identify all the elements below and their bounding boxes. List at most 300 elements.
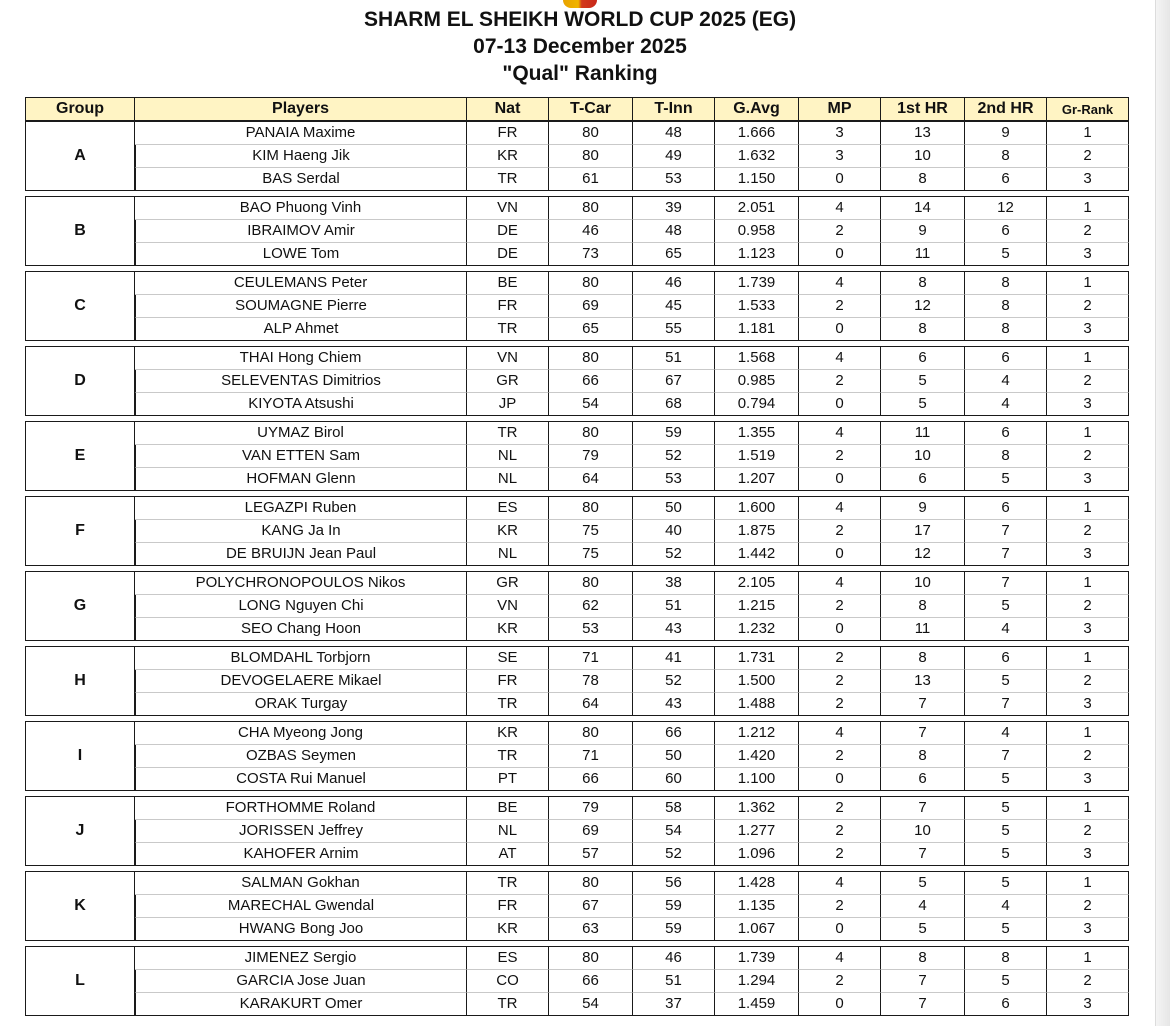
header-2nd-hr: 2nd HR: [965, 97, 1047, 121]
second-hr-value: 6: [965, 346, 1047, 370]
t-inn-value: 54: [633, 820, 715, 843]
mp-value: 4: [799, 271, 881, 295]
first-hr-value: 13: [881, 670, 965, 693]
table-header: [25, 97, 1129, 121]
g-avg-value: 1.442: [715, 543, 799, 566]
nationality: KR: [467, 618, 549, 641]
group-label: F: [25, 496, 135, 566]
group-rank-value: 3: [1047, 993, 1129, 1016]
t-inn-value: 46: [633, 946, 715, 970]
first-hr-value: 14: [881, 196, 965, 220]
group-rank-value: 1: [1047, 796, 1129, 820]
nationality: KR: [467, 721, 549, 745]
t-inn-value: 55: [633, 318, 715, 341]
player-name: IBRAIMOV Amir: [135, 220, 467, 243]
table-row: [25, 670, 1129, 693]
group-label: G: [25, 571, 135, 641]
second-hr-value: 8: [965, 145, 1047, 168]
mp-value: 2: [799, 970, 881, 993]
second-hr-value: 5: [965, 768, 1047, 791]
table-row: [25, 496, 1129, 520]
t-car-value: 54: [549, 393, 633, 416]
second-hr-value: 6: [965, 646, 1047, 670]
nationality: VN: [467, 196, 549, 220]
t-car-value: 69: [549, 295, 633, 318]
player-name: BAS Serdal: [135, 168, 467, 191]
nationality: JP: [467, 393, 549, 416]
first-hr-value: 10: [881, 571, 965, 595]
t-inn-value: 52: [633, 543, 715, 566]
second-hr-value: 5: [965, 243, 1047, 266]
group-rank-value: 1: [1047, 871, 1129, 895]
group-rank-value: 1: [1047, 271, 1129, 295]
first-hr-value: 8: [881, 745, 965, 768]
nationality: GR: [467, 571, 549, 595]
t-inn-value: 58: [633, 796, 715, 820]
page-edge: [1155, 0, 1170, 1026]
mp-value: 0: [799, 243, 881, 266]
first-hr-value: 7: [881, 843, 965, 866]
player-name: BAO Phuong Vinh: [135, 196, 467, 220]
group-label: A: [25, 121, 135, 191]
player-name: ORAK Turgay: [135, 693, 467, 716]
first-hr-value: 6: [881, 768, 965, 791]
second-hr-value: 7: [965, 571, 1047, 595]
first-hr-value: 5: [881, 370, 965, 393]
group-rank-value: 3: [1047, 843, 1129, 866]
group-rank-value: 3: [1047, 768, 1129, 791]
mp-value: 3: [799, 145, 881, 168]
nationality: TR: [467, 421, 549, 445]
group-rank-value: 2: [1047, 295, 1129, 318]
second-hr-value: 5: [965, 871, 1047, 895]
mp-value: 0: [799, 168, 881, 191]
group-rank-value: 1: [1047, 496, 1129, 520]
t-inn-value: 66: [633, 721, 715, 745]
table-row: [25, 445, 1129, 468]
t-car-value: 66: [549, 768, 633, 791]
player-name: LONG Nguyen Chi: [135, 595, 467, 618]
mp-value: 2: [799, 520, 881, 543]
table-row: [25, 243, 1129, 266]
table-row: [25, 421, 1129, 445]
group-rank-value: 3: [1047, 918, 1129, 941]
g-avg-value: 1.739: [715, 271, 799, 295]
group-rank-value: 2: [1047, 220, 1129, 243]
t-inn-value: 59: [633, 421, 715, 445]
first-hr-value: 12: [881, 543, 965, 566]
player-name: JORISSEN Jeffrey: [135, 820, 467, 843]
table-row: [25, 946, 1129, 970]
t-inn-value: 49: [633, 145, 715, 168]
group-rank-value: 2: [1047, 520, 1129, 543]
table-row: [25, 318, 1129, 341]
table-row: [25, 871, 1129, 895]
header-tinn: T-Inn: [633, 97, 715, 121]
t-inn-value: 48: [633, 220, 715, 243]
g-avg-value: 1.600: [715, 496, 799, 520]
player-name: SOUMAGNE Pierre: [135, 295, 467, 318]
second-hr-value: 6: [965, 168, 1047, 191]
nationality: DE: [467, 243, 549, 266]
t-car-value: 63: [549, 918, 633, 941]
header-group: Group: [25, 97, 135, 121]
t-car-value: 61: [549, 168, 633, 191]
mp-value: 2: [799, 670, 881, 693]
mp-value: 0: [799, 543, 881, 566]
first-hr-value: 5: [881, 393, 965, 416]
table-row: [25, 970, 1129, 993]
t-car-value: 65: [549, 318, 633, 341]
t-car-value: 46: [549, 220, 633, 243]
table-row: [25, 693, 1129, 716]
t-car-value: 80: [549, 496, 633, 520]
player-name: MARECHAL Gwendal: [135, 895, 467, 918]
nationality: ES: [467, 496, 549, 520]
second-hr-value: 5: [965, 670, 1047, 693]
group-rank-value: 3: [1047, 243, 1129, 266]
g-avg-value: 1.420: [715, 745, 799, 768]
g-avg-value: 2.051: [715, 196, 799, 220]
t-car-value: 71: [549, 646, 633, 670]
t-inn-value: 59: [633, 895, 715, 918]
g-avg-value: 2.105: [715, 571, 799, 595]
nationality: TR: [467, 318, 549, 341]
player-name: HWANG Bong Joo: [135, 918, 467, 941]
player-name: BLOMDAHL Torbjorn: [135, 646, 467, 670]
t-car-value: 78: [549, 670, 633, 693]
first-hr-value: 11: [881, 421, 965, 445]
mp-value: 2: [799, 693, 881, 716]
mp-value: 4: [799, 721, 881, 745]
document-header: [0, 6, 1160, 87]
mp-value: 4: [799, 346, 881, 370]
group-rank-value: 3: [1047, 393, 1129, 416]
mp-value: 2: [799, 595, 881, 618]
first-hr-value: 8: [881, 168, 965, 191]
t-car-value: 75: [549, 543, 633, 566]
nationality: NL: [467, 468, 549, 491]
table-row: [25, 370, 1129, 393]
group-rank-value: 1: [1047, 946, 1129, 970]
g-avg-value: 1.632: [715, 145, 799, 168]
g-avg-value: 1.207: [715, 468, 799, 491]
table-row: [25, 468, 1129, 491]
t-inn-value: 56: [633, 871, 715, 895]
player-name: PANAIA Maxime: [135, 121, 467, 145]
g-avg-value: 0.794: [715, 393, 799, 416]
t-inn-value: 59: [633, 918, 715, 941]
group-rank-value: 1: [1047, 121, 1129, 145]
g-avg-value: 1.277: [715, 820, 799, 843]
mp-value: 2: [799, 745, 881, 768]
nationality: TR: [467, 693, 549, 716]
mp-value: 0: [799, 918, 881, 941]
t-inn-value: 41: [633, 646, 715, 670]
group-label: E: [25, 421, 135, 491]
t-inn-value: 43: [633, 693, 715, 716]
table-row: [25, 196, 1129, 220]
group-rank-value: 2: [1047, 145, 1129, 168]
second-hr-value: 6: [965, 496, 1047, 520]
group-rank-value: 3: [1047, 468, 1129, 491]
group-label: C: [25, 271, 135, 341]
group-label: D: [25, 346, 135, 416]
g-avg-value: 0.985: [715, 370, 799, 393]
t-car-value: 66: [549, 370, 633, 393]
second-hr-value: 4: [965, 393, 1047, 416]
t-car-value: 80: [549, 346, 633, 370]
player-name: JIMENEZ Sergio: [135, 946, 467, 970]
t-inn-value: 60: [633, 768, 715, 791]
nationality: FR: [467, 295, 549, 318]
table-row: [25, 895, 1129, 918]
mp-value: 0: [799, 768, 881, 791]
mp-value: 0: [799, 618, 881, 641]
t-inn-value: 67: [633, 370, 715, 393]
table-row: [25, 918, 1129, 941]
group-rank-value: 2: [1047, 745, 1129, 768]
group-rank-value: 2: [1047, 895, 1129, 918]
t-car-value: 69: [549, 820, 633, 843]
group-label: K: [25, 871, 135, 941]
nationality: KR: [467, 918, 549, 941]
nationality: CO: [467, 970, 549, 993]
player-name: GARCIA Jose Juan: [135, 970, 467, 993]
table-row: [25, 595, 1129, 618]
second-hr-value: 8: [965, 271, 1047, 295]
first-hr-value: 8: [881, 595, 965, 618]
second-hr-value: 8: [965, 946, 1047, 970]
t-inn-value: 39: [633, 196, 715, 220]
nationality: TR: [467, 993, 549, 1016]
t-car-value: 80: [549, 196, 633, 220]
group-label: J: [25, 796, 135, 866]
first-hr-value: 5: [881, 871, 965, 895]
group-rank-value: 3: [1047, 168, 1129, 191]
g-avg-value: 1.355: [715, 421, 799, 445]
group-rank-value: 1: [1047, 571, 1129, 595]
t-car-value: 64: [549, 468, 633, 491]
g-avg-value: 1.533: [715, 295, 799, 318]
mp-value: 0: [799, 993, 881, 1016]
table-row: [25, 618, 1129, 641]
t-inn-value: 43: [633, 618, 715, 641]
nationality: GR: [467, 370, 549, 393]
second-hr-value: 6: [965, 993, 1047, 1016]
group-rank-value: 1: [1047, 346, 1129, 370]
t-inn-value: 53: [633, 168, 715, 191]
mp-value: 3: [799, 121, 881, 145]
t-inn-value: 51: [633, 346, 715, 370]
table-row: [25, 520, 1129, 543]
second-hr-value: 7: [965, 693, 1047, 716]
t-car-value: 64: [549, 693, 633, 716]
first-hr-value: 10: [881, 820, 965, 843]
mp-value: 4: [799, 421, 881, 445]
player-name: KAHOFER Arnim: [135, 843, 467, 866]
g-avg-value: 1.123: [715, 243, 799, 266]
mp-value: 2: [799, 895, 881, 918]
nationality: TR: [467, 871, 549, 895]
mp-value: 2: [799, 295, 881, 318]
player-name: CEULEMANS Peter: [135, 271, 467, 295]
player-name: SELEVENTAS Dimitrios: [135, 370, 467, 393]
second-hr-value: 7: [965, 520, 1047, 543]
t-car-value: 80: [549, 121, 633, 145]
g-avg-value: 1.459: [715, 993, 799, 1016]
header-tcar: T-Car: [549, 97, 633, 121]
t-car-value: 79: [549, 445, 633, 468]
second-hr-value: 5: [965, 918, 1047, 941]
first-hr-value: 11: [881, 243, 965, 266]
second-hr-value: 5: [965, 970, 1047, 993]
first-hr-value: 6: [881, 468, 965, 491]
group-label: L: [25, 946, 135, 1016]
player-name: THAI Hong Chiem: [135, 346, 467, 370]
table-row: [25, 346, 1129, 370]
t-car-value: 80: [549, 871, 633, 895]
nationality: VN: [467, 595, 549, 618]
group-rank-value: 2: [1047, 445, 1129, 468]
t-inn-value: 40: [633, 520, 715, 543]
player-name: COSTA Rui Manuel: [135, 768, 467, 791]
t-car-value: 79: [549, 796, 633, 820]
table-row: [25, 220, 1129, 243]
g-avg-value: 1.500: [715, 670, 799, 693]
first-hr-value: 17: [881, 520, 965, 543]
t-inn-value: 65: [633, 243, 715, 266]
player-name: KARAKURT Omer: [135, 993, 467, 1016]
table-row: [25, 271, 1129, 295]
player-name: LEGAZPI Ruben: [135, 496, 467, 520]
g-avg-value: 1.488: [715, 693, 799, 716]
nationality: ES: [467, 946, 549, 970]
first-hr-value: 7: [881, 721, 965, 745]
group-rank-value: 3: [1047, 318, 1129, 341]
ranking-table: [25, 97, 1129, 1016]
mp-value: 2: [799, 796, 881, 820]
second-hr-value: 4: [965, 370, 1047, 393]
player-name: KIYOTA Atsushi: [135, 393, 467, 416]
nationality: BE: [467, 796, 549, 820]
mp-value: 4: [799, 496, 881, 520]
event-title: SHARM EL SHEIKH WORLD CUP 2025 (EG): [363, 8, 797, 31]
t-inn-value: 52: [633, 670, 715, 693]
second-hr-value: 8: [965, 318, 1047, 341]
nationality: TR: [467, 168, 549, 191]
mp-value: 0: [799, 393, 881, 416]
event-dates: 07-13 December 2025: [473, 35, 687, 58]
group-rank-value: 2: [1047, 970, 1129, 993]
g-avg-value: 1.362: [715, 796, 799, 820]
t-inn-value: 51: [633, 595, 715, 618]
nationality: AT: [467, 843, 549, 866]
mp-value: 4: [799, 196, 881, 220]
g-avg-value: 1.739: [715, 946, 799, 970]
first-hr-value: 8: [881, 646, 965, 670]
g-avg-value: 1.294: [715, 970, 799, 993]
nationality: KR: [467, 145, 549, 168]
mp-value: 2: [799, 370, 881, 393]
t-inn-value: 37: [633, 993, 715, 1016]
second-hr-value: 6: [965, 421, 1047, 445]
mp-value: 2: [799, 843, 881, 866]
second-hr-value: 4: [965, 895, 1047, 918]
t-car-value: 80: [549, 271, 633, 295]
group-rank-value: 3: [1047, 543, 1129, 566]
table-body: [25, 121, 1129, 1016]
mp-value: 0: [799, 318, 881, 341]
mp-value: 0: [799, 468, 881, 491]
player-name: HOFMAN Glenn: [135, 468, 467, 491]
group-label: I: [25, 721, 135, 791]
t-inn-value: 50: [633, 745, 715, 768]
first-hr-value: 7: [881, 993, 965, 1016]
table-row: [25, 571, 1129, 595]
group-rank-value: 2: [1047, 370, 1129, 393]
second-hr-value: 9: [965, 121, 1047, 145]
g-avg-value: 1.150: [715, 168, 799, 191]
group-label: H: [25, 646, 135, 716]
t-car-value: 80: [549, 721, 633, 745]
nationality: SE: [467, 646, 549, 670]
player-name: POLYCHRONOPOULOS Nikos: [135, 571, 467, 595]
t-car-value: 62: [549, 595, 633, 618]
mp-value: 2: [799, 445, 881, 468]
first-hr-value: 12: [881, 295, 965, 318]
mp-value: 2: [799, 820, 881, 843]
first-hr-value: 7: [881, 796, 965, 820]
player-name: ALP Ahmet: [135, 318, 467, 341]
t-car-value: 80: [549, 571, 633, 595]
table-row: [25, 745, 1129, 768]
table-row: [25, 768, 1129, 791]
nationality: DE: [467, 220, 549, 243]
first-hr-value: 5: [881, 918, 965, 941]
player-name: OZBAS Seymen: [135, 745, 467, 768]
nationality: TR: [467, 745, 549, 768]
table-row: [25, 121, 1129, 145]
player-name: CHA Myeong Jong: [135, 721, 467, 745]
table-row: [25, 796, 1129, 820]
second-hr-value: 8: [965, 445, 1047, 468]
t-inn-value: 46: [633, 271, 715, 295]
table-row: [25, 168, 1129, 191]
g-avg-value: 1.181: [715, 318, 799, 341]
nationality: KR: [467, 520, 549, 543]
first-hr-value: 8: [881, 318, 965, 341]
table-row: [25, 295, 1129, 318]
group-rank-value: 1: [1047, 421, 1129, 445]
nationality: NL: [467, 820, 549, 843]
t-inn-value: 48: [633, 121, 715, 145]
second-hr-value: 5: [965, 468, 1047, 491]
group-rank-value: 1: [1047, 646, 1129, 670]
first-hr-value: 9: [881, 220, 965, 243]
table-row: [25, 543, 1129, 566]
second-hr-value: 8: [965, 295, 1047, 318]
table-row: [25, 993, 1129, 1016]
player-name: KIM Haeng Jik: [135, 145, 467, 168]
second-hr-value: 5: [965, 843, 1047, 866]
nationality: FR: [467, 670, 549, 693]
first-hr-value: 7: [881, 970, 965, 993]
first-hr-value: 13: [881, 121, 965, 145]
g-avg-value: 1.135: [715, 895, 799, 918]
group-rank-value: 2: [1047, 820, 1129, 843]
nationality: PT: [467, 768, 549, 791]
